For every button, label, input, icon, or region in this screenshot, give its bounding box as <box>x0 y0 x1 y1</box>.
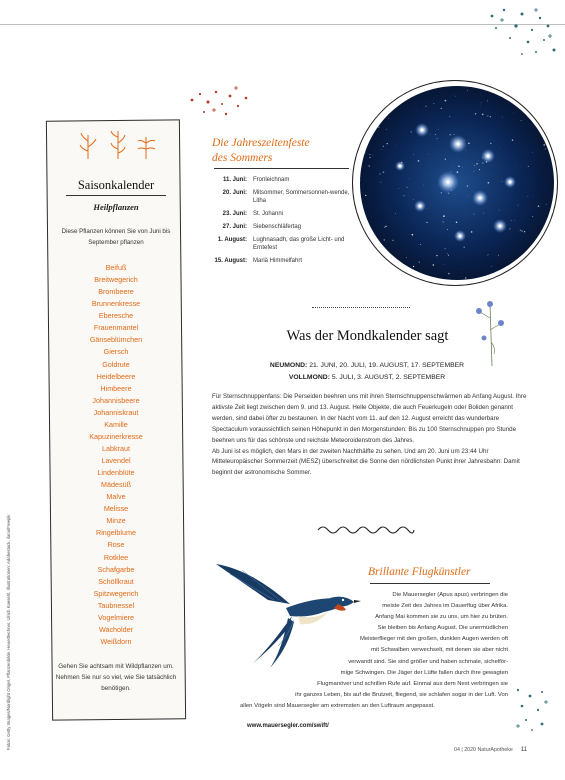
star <box>544 86 545 87</box>
bright-star-core <box>421 129 424 132</box>
plant-item: Weißdorn <box>100 636 132 646</box>
star <box>385 88 386 89</box>
issue-label: 04 | 2020 NaturApotheke <box>454 747 513 753</box>
festival-event: Lughnasadh, das große Licht- und Erntefest <box>253 236 345 251</box>
star <box>491 266 492 267</box>
plant-item: Ringelblume <box>96 528 136 538</box>
star <box>488 182 490 184</box>
star <box>393 95 395 97</box>
top-rule <box>0 24 565 25</box>
festival-date: 23. Juni: <box>222 211 247 217</box>
swift-body-line: mige Schwingen. Die Jäger der Lüfte fallen durch ihre gewagten <box>340 669 508 676</box>
plant-item: Spitzwegerich <box>93 588 139 598</box>
star <box>533 196 534 197</box>
star <box>413 266 414 267</box>
moon-calendar-title: Was der Mondkalender sagt <box>286 328 449 344</box>
star <box>471 231 473 233</box>
plant-item: Labkraut <box>102 443 130 453</box>
plant-item: Rotklee <box>103 552 129 562</box>
plant-item: Lavendel <box>101 456 131 465</box>
festival-event: Siebenschläfertag <box>253 223 302 230</box>
star <box>514 220 515 221</box>
plant-item: Minze <box>106 516 126 526</box>
star <box>441 192 442 193</box>
star <box>463 246 465 248</box>
star <box>387 143 388 144</box>
plant-item: Kamille <box>104 419 128 429</box>
swift-body-line: Anfang Mai kommen sie zu uns, um hier zu brüten. <box>375 614 508 621</box>
star <box>475 113 476 114</box>
festival-row <box>205 176 355 184</box>
sidebar-intro: Diese Pflanzen können Sie von Juni bis September pflanzen <box>61 228 171 246</box>
confetti-dots-festival <box>186 86 256 121</box>
dotted-divider <box>312 307 410 308</box>
moon-body-paragraph: Ab Juni ist es möglich, den Mars in der zweiten Nachthälfte zu sehen. Und am 20. Juni um 23:44 Uhr Mitteleuropäischer Sommerzeit (MESZ) überschreitet die Sonne den nördlichsten Punkt ihrer Jahresbahn: Damit beginnt der astronomische Sommer. <box>212 447 520 477</box>
plant-item: Breitwegerich <box>94 275 138 285</box>
star <box>378 126 380 128</box>
star <box>392 240 393 241</box>
star <box>449 116 450 117</box>
star <box>502 181 503 182</box>
plant-item: Brunnenkresse <box>91 299 141 309</box>
star <box>546 204 547 205</box>
star <box>480 105 481 106</box>
star <box>476 163 477 164</box>
star <box>433 103 434 104</box>
star <box>482 162 484 164</box>
star <box>487 255 488 256</box>
swift-body-line: Flugmanöver und schrillen Rufe auf. Einmal aus dem Nest verbringen sie <box>317 680 508 687</box>
festival-event: St. Johanni <box>253 211 284 217</box>
swift-body-line: Meisterflieger mit den großen, dunklen Augen werden oft <box>359 636 508 643</box>
plant-item: Johannisbeere <box>92 395 140 405</box>
festival-date: 11. Juni: <box>222 177 247 183</box>
star <box>445 100 447 102</box>
star <box>456 222 458 224</box>
plant-item: Heidelbeere <box>96 371 136 381</box>
star <box>488 254 489 255</box>
festivals-title-rule <box>214 168 349 169</box>
festivals-title <box>212 136 362 166</box>
star <box>362 133 363 134</box>
star <box>437 138 438 139</box>
festival-date: 27. Juni: <box>222 223 247 230</box>
star <box>517 205 518 206</box>
page-footer <box>454 747 527 753</box>
bright-star-core <box>459 235 462 238</box>
star <box>455 96 456 97</box>
star <box>448 273 450 275</box>
star <box>435 134 436 135</box>
star <box>427 208 428 209</box>
star <box>441 108 442 109</box>
star-cluster-image <box>360 86 554 280</box>
swift-body-line: Sie bleiben bis Anfang August. Die unermüdlichen <box>377 625 508 632</box>
star <box>465 277 466 278</box>
star <box>481 102 482 103</box>
star <box>392 93 393 94</box>
bright-star-core <box>479 197 482 200</box>
star <box>539 252 540 253</box>
star <box>388 118 389 119</box>
bright-star-core <box>509 181 512 184</box>
star <box>430 134 431 135</box>
swift-body-line: allen Vögeln sind Mauersegler am extremsten an den Luftraum angepasst. <box>240 702 435 709</box>
star <box>468 143 470 145</box>
star <box>543 144 545 146</box>
star <box>528 166 529 167</box>
sidebar-subtitle: Heilpflanzen <box>93 202 139 212</box>
sidebar-outro: Gehen Sie achtsam mit Wildpflanzen um. Nehmen Sie nur so viel, wie Sie tatsächlich benötigen. <box>55 663 177 692</box>
sidebar-title: Saisonkalender <box>77 178 155 192</box>
plant-item: Melisse <box>103 504 129 514</box>
star <box>483 213 484 214</box>
bright-star-core <box>499 225 502 228</box>
star <box>550 87 551 88</box>
star <box>436 255 437 256</box>
star <box>445 248 446 249</box>
plant-item: Mädesüß <box>101 480 131 490</box>
full-moon-label: VOLLMOND: <box>288 374 330 381</box>
star <box>369 165 370 166</box>
star <box>364 115 365 116</box>
plant-item: Gänseblümchen <box>89 335 143 345</box>
star <box>442 221 443 222</box>
wave-divider <box>316 524 416 536</box>
new-moon-dates: 21. JUNI, 20. JULI, 19. AUGUST, 17. SEPTEMBER <box>309 362 465 369</box>
star <box>407 187 408 188</box>
star <box>532 152 533 153</box>
confetti-dots-top <box>482 6 562 61</box>
plant-item: Brombeere <box>98 287 134 297</box>
swift-title-rule <box>370 583 490 584</box>
star <box>474 165 475 166</box>
star <box>383 239 385 241</box>
full-moon-dates: 5. JULI, 3. AUGUST, 2. SEPTEMBER <box>331 374 446 381</box>
festival-row <box>205 257 355 265</box>
star <box>369 154 370 155</box>
star <box>443 264 444 265</box>
plant-item: Vogelmiere <box>98 612 134 622</box>
star <box>502 117 503 118</box>
star <box>521 230 522 231</box>
star <box>520 276 521 277</box>
star <box>467 185 468 186</box>
swift-body-line: ihr ganzes Leben, bis auf die Brutzeit, fliegend, sie schlafen sogar in der Luft. Von <box>295 691 508 698</box>
star <box>548 101 550 103</box>
star <box>413 199 414 200</box>
plant-item: Beifuß <box>105 263 127 272</box>
star <box>455 195 456 196</box>
star <box>513 112 514 113</box>
festivals-title-line1: Die Jahreszeitenfeste <box>212 137 310 149</box>
festival-event: Fronleichnam <box>253 177 290 183</box>
bright-star-core <box>457 143 460 146</box>
star <box>375 257 376 258</box>
plant-list <box>49 262 183 648</box>
star <box>385 226 386 227</box>
star <box>512 139 513 140</box>
plant-item: Malve <box>106 492 126 502</box>
moon-phase-dates <box>212 360 522 384</box>
star <box>408 179 409 180</box>
star <box>425 106 426 107</box>
star <box>490 143 492 145</box>
star <box>520 230 521 231</box>
swift-title: Brillante Flugkünstler <box>368 566 471 578</box>
plant-item: Schafgarbe <box>97 564 135 574</box>
bright-star-core <box>447 181 450 184</box>
star <box>547 259 548 260</box>
star <box>532 216 533 217</box>
star <box>403 195 404 196</box>
star <box>479 169 480 170</box>
star <box>423 185 424 186</box>
plant-item: Giersch <box>103 347 129 357</box>
star <box>482 114 484 116</box>
herbs-illustration-icon <box>78 129 158 161</box>
moon-calendar-body <box>212 392 534 479</box>
star <box>364 152 365 153</box>
star <box>509 228 510 229</box>
star <box>410 131 411 132</box>
star <box>545 148 546 149</box>
star <box>376 114 377 115</box>
star <box>419 261 420 262</box>
sidebar-title-rule <box>66 195 166 196</box>
bright-star-core <box>487 155 490 158</box>
star <box>466 150 467 151</box>
plant-item: Eberesche <box>98 311 134 321</box>
photo-credit: Fotos: Getty Images/Nordlight Origel, Pflanzenbilde, Heuertlechner, Ulrich Koeselrl, Illustrationen: Adobestock, ilaria/Freepik <box>6 514 11 750</box>
star <box>383 171 385 173</box>
plant-item: Schöllkraut <box>98 576 134 586</box>
star <box>406 257 407 258</box>
plant-item: Rose <box>107 540 125 550</box>
star <box>409 178 410 179</box>
star <box>372 155 373 156</box>
star <box>433 264 434 265</box>
star <box>527 196 528 197</box>
star <box>458 165 460 167</box>
star <box>386 129 387 130</box>
festival-row <box>205 210 355 218</box>
plant-item: Lindenblüte <box>97 468 135 478</box>
star <box>447 253 448 254</box>
plant-item: Taubnessel <box>97 600 135 610</box>
swift-website-link[interactable]: www.mauersegler.com/swift/ <box>247 723 329 729</box>
star <box>468 196 469 197</box>
festival-date: 15. August: <box>214 257 247 264</box>
star <box>549 276 550 277</box>
star <box>398 188 399 189</box>
confetti-dots-bottom <box>512 684 552 734</box>
star <box>426 222 427 223</box>
star <box>447 229 448 230</box>
swift-body-line: verwandt sind. Sie sind größer und haben schmale, sichelför- <box>348 658 508 665</box>
plant-item: Himbeere <box>100 383 132 393</box>
swift-body <box>240 590 508 712</box>
star <box>487 100 488 101</box>
star <box>420 244 421 245</box>
star <box>498 255 499 256</box>
swift-body-line: mit Schwalben verwechselt, mit denen sie aber nicht <box>371 647 508 654</box>
page-number: 11 <box>520 747 528 753</box>
star <box>521 120 522 121</box>
star <box>443 215 445 217</box>
new-moon-label: NEUMOND: <box>269 362 308 369</box>
star <box>523 271 524 272</box>
festival-row <box>205 189 355 206</box>
star <box>449 134 451 136</box>
festival-event: Mitsommer, Sommersonnen-wende, Litha <box>253 189 350 205</box>
star <box>383 146 384 147</box>
star <box>515 166 516 167</box>
plant-item: Frauenmantel <box>93 323 139 333</box>
star <box>467 90 468 91</box>
festival-list <box>205 176 355 270</box>
star <box>490 116 491 117</box>
star <box>428 154 429 155</box>
star <box>511 220 512 221</box>
bright-star-core <box>399 165 402 168</box>
star <box>379 173 380 174</box>
star <box>384 227 386 229</box>
star <box>532 269 533 270</box>
star <box>457 171 459 173</box>
star <box>524 231 525 232</box>
festival-date: 1. August: <box>217 236 247 243</box>
star <box>393 277 394 278</box>
plant-item: Wacholder <box>98 624 134 634</box>
star <box>538 205 540 207</box>
star <box>418 160 420 162</box>
festivals-title-line2: des Sommers <box>212 152 273 164</box>
festival-event: Mariä Himmelfahrt <box>253 257 303 264</box>
festival-row <box>205 223 355 231</box>
star <box>499 210 500 211</box>
star <box>487 115 488 116</box>
plant-item: Kapuzinerkresse <box>89 431 143 441</box>
star <box>462 168 463 169</box>
star <box>478 160 479 161</box>
swift-body-line: Die Mauersegler (Apus apus) verbringen die <box>392 592 508 598</box>
star <box>454 134 455 135</box>
star <box>462 269 463 270</box>
star <box>412 234 414 236</box>
star <box>382 149 383 150</box>
star <box>448 255 449 256</box>
bright-star-core <box>419 205 422 208</box>
star <box>413 154 414 155</box>
star <box>547 240 549 242</box>
moon-body-paragraph: Für Sternschnuppenfans: Die Perseiden beehren uns mit ihren Sternschnuppenschwärmen ab Anfang August. Ihre aktivste Zeit liegt zwischen dem 9. und 13. August. Helle Objekte, die auch Feuerkugeln oder Boliden genannt werden, sind dabei öfter zu bestaunen. In der Nacht vom 11. auf den 12. August erreicht das wunderbare Spectaculum voraussichtlich seinen Höhepunkt in den Morgenstunden: Bis zu 100 Sternschnuppen pro Stunde beehren uns für das schönste und reichste Meteoroidenstrom des Jahres. <box>212 393 527 444</box>
star <box>392 86 394 87</box>
swift-body-line: meiste Zeit des Jahres im Dauerflug über Afrika. <box>382 603 508 610</box>
star <box>365 195 366 196</box>
festival-date: 20. Juni: <box>222 189 247 196</box>
star <box>369 157 370 158</box>
plant-item: Johanniskraut <box>93 407 139 417</box>
star <box>417 110 418 111</box>
plant-item: Goldrute <box>102 359 130 369</box>
festival-row <box>205 236 355 253</box>
star <box>438 129 439 130</box>
star <box>360 275 361 276</box>
star <box>473 171 474 172</box>
star <box>445 159 446 160</box>
star <box>395 213 396 214</box>
star <box>380 182 381 183</box>
star <box>473 214 474 215</box>
